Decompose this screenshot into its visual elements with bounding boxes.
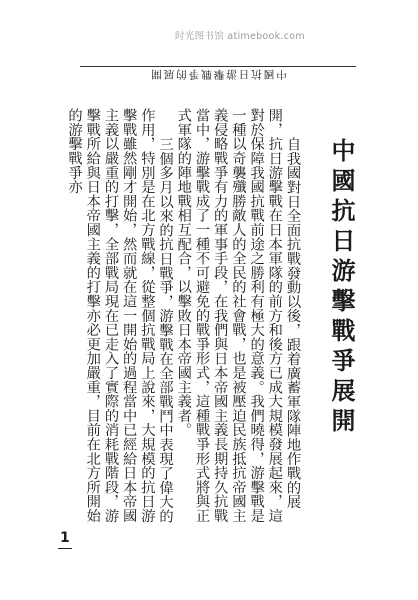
chapter-title: 中國抗日游擊戰爭展開 (327, 138, 356, 438)
watermark: 时光图书馆 atimebook.com (175, 31, 305, 42)
body-text (52, 108, 302, 528)
page-number-rule (58, 548, 72, 549)
paragraph: 三個多月以來的抗日戰爭，游擊戰在全部戰鬥中表現了偉大的作用，特別是在北方戰線，從整個抗戰局上說來，大規模的抗日游擊戰雖然剛才開始，然而就在這一開始的過程當中已經給日本帝國主義以嚴重的打擊，全部戰局現在已走入了實際的消耗戰階段，游擊戰所給與日本帝國主義的打擊亦必更加嚴重，目前在北方所開始的游擊戰爭亦 (66, 108, 174, 523)
paragraph: 自我國對日全面抗戰發動以後，跟着廣蓄軍隊陣地作戰的展開，抗日游擊戰在日本軍隊的前方和後方已成大規模發展起來，這對於保障我國抗戰前途之勝利有極大的意義。我們曉得，游擊戰是一種以奇襲殲勝敵人的全民的社會戰，也是被壓迫民族抵抗帝國主義侵略戰爭有力的軍事手段，在我們與日本帝國主義長期持久抗戰當中，游擊戰成了一種不可避免的戰爭形式，這種戰爭形式將與正式軍隊的陣地戰相互配合，以擊敗日本帝國主義者。 (175, 108, 301, 523)
running-header: 中國抗日游擊戰爭的展開 (80, 66, 356, 80)
page-number: 1 (60, 530, 70, 546)
